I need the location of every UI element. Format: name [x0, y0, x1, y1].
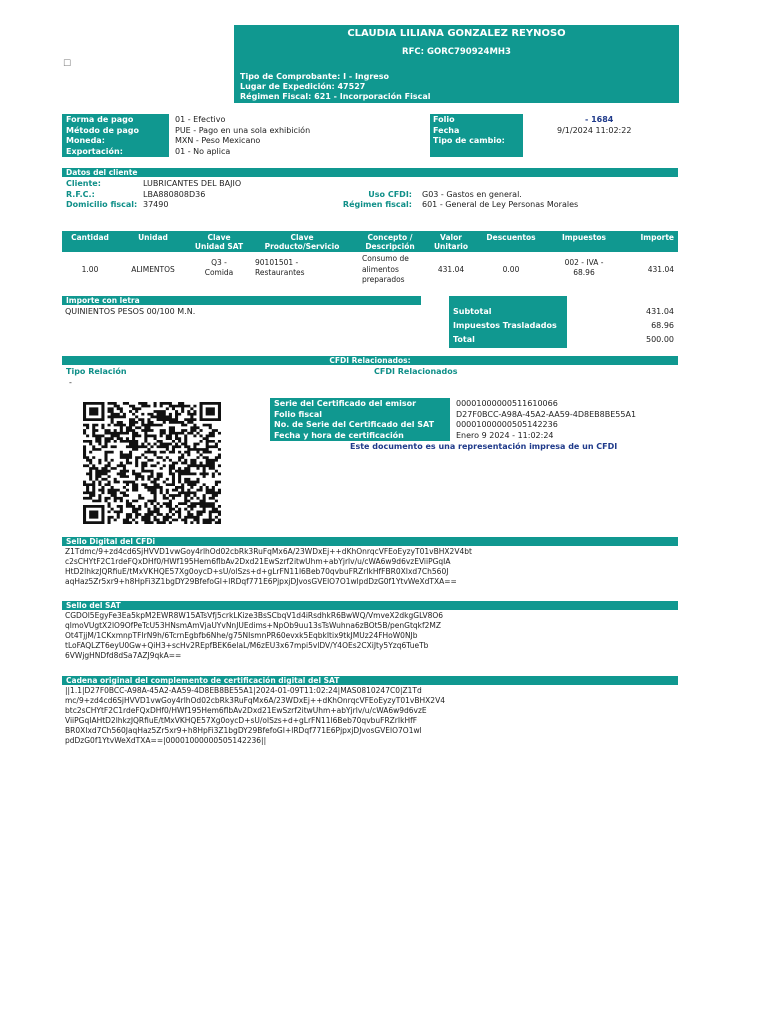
fecha-label: Fecha — [433, 125, 460, 135]
importe-letra-title: Importe con letra — [66, 296, 140, 305]
cell-impuestos-2: 68.96 — [573, 268, 595, 277]
cadena-line: pdDzG0f1YtvWeXdTXA==|00001000000505142236|| — [65, 736, 267, 745]
th-importe: Importe — [640, 233, 674, 242]
sello-cfdi-title: Sello Digital del CFDi — [66, 537, 156, 546]
cell-clave-unidad-2: Comida — [204, 268, 234, 277]
cell-concepto-1: Consumo de — [362, 254, 409, 263]
cliente-value: LUBRICANTES DEL BAJIO — [143, 179, 242, 188]
fecha-certificacion-value: Enero 9 2024 - 11:02:24 — [456, 430, 554, 440]
domicilio-label: Domicilio fiscal: — [66, 200, 138, 209]
uso-cfdi-value: G03 - Gastos en general. — [422, 189, 522, 199]
cfdi-relacionados-bar — [62, 356, 678, 365]
folio-labels-block — [430, 114, 523, 157]
folio-fiscal-value: D27F0BCC-A98A-45A2-AA59-4D8EB8BE55A1 — [456, 409, 637, 419]
items-table-header — [62, 231, 678, 252]
cell-unidad: ALIMENTOS — [131, 265, 175, 274]
serie-sat-value: 00001000000505142236 — [456, 420, 558, 429]
folio-fiscal-label: Folio fiscal — [274, 409, 322, 419]
regimen-fiscal: Régimen Fiscal: 621 - Incorporación Fiscal — [240, 92, 431, 101]
sello-cfdi-line: c2sCHYtF2C1rdeFQxDHf0/HWf195Hem6flbAv2Dxd21EwSzrf2itwUhm+abYjrlv/u/cWA6w9d6vzEViiPGqIA — [65, 557, 451, 566]
cell-concepto-2: alimentos — [362, 264, 399, 274]
tipo-cambio-label: Tipo de cambio: — [433, 136, 505, 145]
sello-cfdi-line: Z1Tdmc/9+zd4cd6SjHVVD1vwGoy4rlhOd02cbRk3RuFqMx6A/23WDxEj++dKhOnrqcVFEoEyzyT01vBHX2V4bt — [65, 547, 472, 556]
sello-cfdi-line: HtD2lhkzJQRfiuE/tMxVKHQE57Xg0oycD+sU/olSzs+d+gLrFN11l6Beb70qvbuFRZrIkHfFBR0XIxd7Ch560J — [65, 567, 449, 576]
sello-sat-line: CGDOl5EgyFe3Ea5kpM2EWR8W15ATsVfj5crkLKize3BsSCbqV1d4iRsdhkR6BwWQ/VmveX2dkgGLV8O6 — [65, 611, 444, 620]
rfc-cliente-label: R.F.C.: — [66, 189, 95, 199]
impuestos-trasladados-value: 68.96 — [651, 321, 674, 330]
sello-sat-line: tLoFAQLZT6eyU0Gw+QiH3+scHv2REpfBEK6elaL/M6zEU3x67mpi5vlDV/Y4OEs2CXiJty5Yzq6TueTb — [65, 641, 429, 650]
importe-letra-value: QUINIENTOS PESOS 00/100 M.N. — [65, 307, 196, 316]
th-concepto-2: Descripción — [365, 242, 415, 251]
fecha-value: 9/1/2024 11:02:22 — [557, 125, 632, 135]
cliente-section-bar — [62, 168, 678, 177]
cell-clave-prod-1: 90101501 - — [255, 258, 299, 267]
th-valor-2: Unitario — [433, 242, 469, 251]
sello-cfdi-line: aqHaz5Zr5xr9+h8HpFi3Z1bgDY29BfefoGI+lRDqf771E6PjpxjDJvosGVElO7O1wlpdDzG0f1YtvWeXdTXA== — [65, 577, 457, 586]
cfdi-relacionados-label: CFDI Relacionados — [374, 367, 458, 376]
th-clave-prod-2: Producto/Servicio — [264, 242, 340, 251]
rfc-cliente-value: LBA880808D36 — [143, 189, 206, 199]
cell-impuestos-1: 002 - IVA - — [564, 258, 604, 267]
th-concepto-1: Concepto / — [367, 233, 413, 242]
th-valor-1: Valor — [440, 233, 462, 242]
serie-sat-label: No. de Serie del Certificado del SAT — [274, 420, 435, 429]
tipo-relacion-label: Tipo Relación — [66, 367, 127, 376]
impuestos-trasladados-label: Impuestos Trasladados — [453, 321, 557, 330]
sello-sat-title: Sello del SAT — [66, 601, 121, 610]
regimen-cliente-value: 601 - General de Ley Personas Morales — [422, 200, 579, 209]
folio-label: Folio — [433, 115, 455, 124]
th-unidad: Unidad — [138, 233, 168, 242]
cell-descuentos: 0.00 — [502, 265, 520, 274]
qr-code-graphic — [83, 402, 221, 524]
exportacion-label: Exportación: — [66, 146, 123, 156]
sello-sat-bar — [62, 601, 678, 610]
exportacion-value: 01 - No aplica — [175, 146, 231, 156]
certificado-labels-block — [270, 398, 450, 441]
cliente-section-title: Datos del cliente — [66, 168, 138, 177]
sello-cfdi-text — [65, 547, 472, 587]
cfdi-relacionados-title: CFDI Relacionados: — [329, 356, 411, 365]
header-block — [234, 25, 679, 103]
cadena-line: ViiPGqIAHtD2lhkzJQRfiuE/tMxVKHQE57Xg0oycD+sU/olSzs+d+gLrFN11l6Beb70qvbuFRZrIkHfF — [65, 716, 418, 725]
moneda-label: Moneda: — [66, 136, 105, 145]
metodo-pago-value: PUE - Pago en una sola exhibición — [175, 125, 311, 135]
subtotal-value: 431.04 — [646, 307, 674, 316]
th-cantidad: Cantidad — [71, 233, 109, 242]
qr-modules — [83, 402, 221, 524]
cadena-original-bar — [62, 676, 678, 685]
folio-value: - 1684 — [585, 115, 614, 124]
cell-clave-unidad-1: Q3 - — [211, 258, 227, 267]
th-descuentos: Descuentos — [486, 233, 536, 242]
importe-letra-bar — [62, 296, 421, 305]
checkbox[interactable]: ☐ — [63, 59, 72, 69]
total-value: 500.00 — [646, 335, 674, 344]
fecha-certificacion-label: Fecha y hora de certificación — [274, 430, 404, 440]
th-clave-unidad-1: Clave — [207, 233, 231, 242]
total-label: Total — [453, 335, 475, 344]
cell-cantidad: 1.00 — [81, 265, 99, 274]
cadena-original-text — [65, 686, 445, 746]
totals-labels-block — [449, 296, 567, 348]
cadena-original-title: Cadena original del complemento de certificación digital del SAT — [66, 676, 340, 685]
sello-sat-text — [65, 611, 443, 661]
th-clave-unidad-2: Unidad SAT — [194, 242, 244, 251]
metodo-pago-label: Método de pago — [66, 125, 139, 135]
th-clave-prod-1: Clave — [290, 233, 314, 242]
cell-valor: 431.04 — [437, 265, 465, 274]
moneda-value: MXN - Peso Mexicano — [175, 136, 261, 145]
forma-pago-label: Forma de pago — [66, 115, 134, 124]
subtotal-label: Subtotal — [453, 307, 492, 316]
sello-sat-line: 6VWjgHNDfd8dSa7AZJ9qkA== — [65, 651, 182, 660]
regimen-cliente-label: Régimen fiscal: — [342, 200, 412, 209]
domicilio-value: 37490 — [143, 200, 169, 209]
forma-pago-value: 01 - Efectivo — [175, 115, 226, 124]
cliente-label: Cliente: — [66, 179, 101, 188]
serie-emisor-label: Serie del Certificado del emisor — [274, 399, 417, 408]
sello-cfdi-bar — [62, 537, 678, 546]
cadena-line: btc2sCHYtF2C1rdeFQxDHf0/HWf195Hem6flbAv2Dxd21EwSzrf2itwUhm+abYjrlv/u/cWA6w9d6vzE — [65, 706, 427, 715]
issuer-rfc: RFC: GORC790924MH3 — [402, 47, 511, 57]
representacion-impresa-note: Este documento es una representación impresa de un CFDI — [350, 442, 618, 451]
issuer-name: CLAUDIA LILIANA GONZALEZ REYNOSO — [347, 28, 566, 39]
cell-concepto-3: preparados — [362, 275, 405, 284]
cadena-line: BR0XIxd7Ch560JaqHaz5Zr5xr9+h8HpFi3Z1bgDY29BfefoGI+lRDqf771E6PjpxjDJvosGVElO7O1wl — [65, 726, 422, 735]
payment-labels-block — [62, 114, 169, 157]
sello-sat-line: qlmoVUgtX2lO9OfPeTcU53HNsmAmVjaUYvNnJUEdims+NpOb9uu13sTsWuhna6zBOt5B/penGtqkf2MZ — [65, 621, 442, 630]
cadena-line: ||1.1|D27F0BCC-A98A-45A2-AA59-4D8EB8BE55A1|2024-01-09T11:02:24|MAS0810247C0|Z1Td — [65, 686, 422, 695]
sello-sat-line: Ot4TjjM/1CKxmnpTFIrN9h/6TcrnEgbfb6Nhe/g75NIsmnPR60evxk5EqbkItix9tkJMUz24FHoW0NJb — [65, 631, 418, 640]
lugar-expedicion: Lugar de Expedición: 47527 — [240, 82, 366, 91]
serie-emisor-value: 00001000000511610066 — [456, 399, 558, 408]
cell-importe: 431.04 — [647, 265, 674, 274]
th-impuestos: Impuestos — [561, 233, 607, 242]
uso-cfdi-label: Uso CFDI: — [368, 189, 412, 199]
tipo-relacion-value: - — [69, 378, 72, 387]
cell-clave-prod-2: Restaurantes — [255, 268, 305, 277]
cadena-line: mc/9+zd4cd6SjHVVD1vwGoy4rlhOd02cbRk3RuFqMx6A/23WDxEj++dKhOnrqcVFEoEyzyT01vBHX2V4 — [65, 696, 445, 705]
tipo-comprobante: Tipo de Comprobante: I - Ingreso — [240, 72, 389, 81]
qr-code — [83, 402, 221, 524]
